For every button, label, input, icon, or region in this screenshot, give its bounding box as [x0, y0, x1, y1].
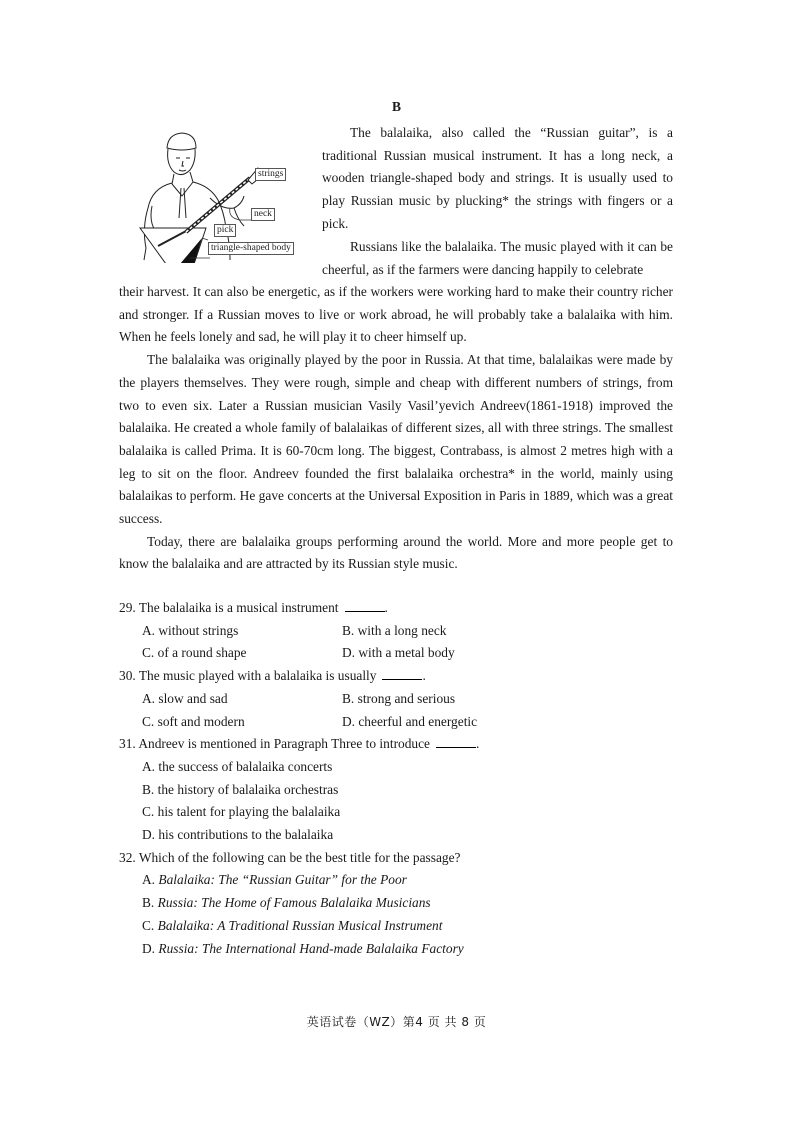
- label-triangle-shaped-body: triangle-shaped body: [208, 242, 294, 255]
- question-stem: 31. Andreev is mentioned in Paragraph Three to introduce: [119, 736, 430, 752]
- section-heading: B: [391, 99, 401, 114]
- label-pick: pick: [214, 224, 236, 237]
- option-a[interactable]: A. slow and sad: [142, 690, 228, 706]
- questions-section: [119, 597, 679, 960]
- option-c[interactable]: C. Balalaika: A Traditional Russian Musical Instrument: [142, 917, 443, 933]
- option-c[interactable]: C. of a round shape: [142, 645, 247, 661]
- page-footer: 英语试卷（WZ）第4 页 共 8 页: [306, 1015, 487, 1029]
- question-29: 29. The balalaika is a musical instrument . A. without strings B. with a long neck C. of a round shape D. with a metal body: [119, 597, 679, 665]
- label-strings: strings: [255, 168, 286, 181]
- option-c[interactable]: C. soft and modern: [142, 713, 245, 729]
- answer-blank: [382, 667, 422, 680]
- balalaika-illustration: [130, 128, 300, 263]
- option-d[interactable]: D. Russia: The International Hand-made Balalaika Factory: [142, 940, 464, 956]
- passage-paragraph-3: The balalaika was originally played by the poor in Russia. At that time, balalaikas were made by the players themselves. They were rough, simple and cheap with different numbers of strings, from two to even six. Later a Russian musician Vasily Vasil’yevich Andreev(1861-1918) improved the balalaika. He created a whole family of balalaikas of different sizes, all with three strings. The smallest balalaika is called Prima. It is 60-70cm long. The biggest, Contrabass, is almost 2 metres high with a leg to sit on the floor. Andreev founded the first balalaika orchestra* in the world, mainly using balalaikas to perform. He gave concerts at the Universal Exposition in Paris in 1889, which was a great success.: [119, 352, 673, 527]
- answer-blank: [345, 599, 385, 612]
- option-b[interactable]: B. with a long neck: [342, 622, 447, 638]
- option-b[interactable]: B. the history of balalaika orchestras: [142, 781, 339, 797]
- option-c[interactable]: C. his talent for playing the balalaika: [142, 804, 341, 820]
- passage-paragraph-1: The balalaika, also called the “Russian guitar”, is a traditional Russian musical instrument. It has a long neck, a wooden triangle-shaped body and strings. It is usually used to play Russian music by plucking* the strings with fingers or a pick.: [322, 125, 673, 231]
- label-neck: neck: [251, 208, 275, 221]
- question-stem: 29. The balalaika is a musical instrument: [119, 600, 339, 615]
- question-30: 30. The music played with a balalaika is usually . A. slow and sad B. strong and serious C. soft and modern D. cheerful and energetic: [119, 665, 679, 733]
- question-32: [119, 847, 679, 961]
- passage-body: [119, 281, 673, 576]
- passage-paragraph-2-start: Russians like the balalaika. The music played with it can be cheerful, as if the farmers were dancing happily to celebrate: [322, 239, 673, 277]
- option-b[interactable]: B. strong and serious: [342, 690, 456, 706]
- option-d[interactable]: D. cheerful and energetic: [342, 713, 478, 729]
- option-d[interactable]: D. his contributions to the balalaika: [142, 827, 334, 843]
- option-d[interactable]: D. with a metal body: [342, 645, 455, 661]
- question-31: 31. Andreev is mentioned in Paragraph Three to introduce . A. the success of balalaika concerts B. the history of balalaika orchestras C. his talent for playing the balalaika D. his contributions to the balalaika: [119, 733, 679, 847]
- passage-paragraph-2-cont: their harvest. It can also be energetic, as if the workers were working hard to make their country richer and stronger. If a Russian moves to live or work abroad, he will probably take a balalaika with him. When he feels lonely and sad, he will play it to cheer himself up.: [119, 284, 673, 345]
- passage-paragraph-4: Today, there are balalaika groups performing around the world. More and more people get to know the balalaika and are attracted by its Russian style music.: [119, 533, 673, 572]
- option-a[interactable]: A. the success of balalaika concerts: [142, 758, 333, 774]
- answer-blank: [436, 735, 476, 748]
- option-b[interactable]: B. Russia: The Home of Famous Balalaika Musicians: [142, 895, 431, 911]
- question-stem: 32. Which of the following can be the best title for the passage?: [119, 849, 461, 865]
- option-a[interactable]: A. Balalaika: The “Russian Guitar” for the Poor: [142, 872, 407, 888]
- option-a[interactable]: A. without strings: [142, 622, 239, 638]
- question-stem: 30. The music played with a balalaika is usually: [119, 668, 377, 684]
